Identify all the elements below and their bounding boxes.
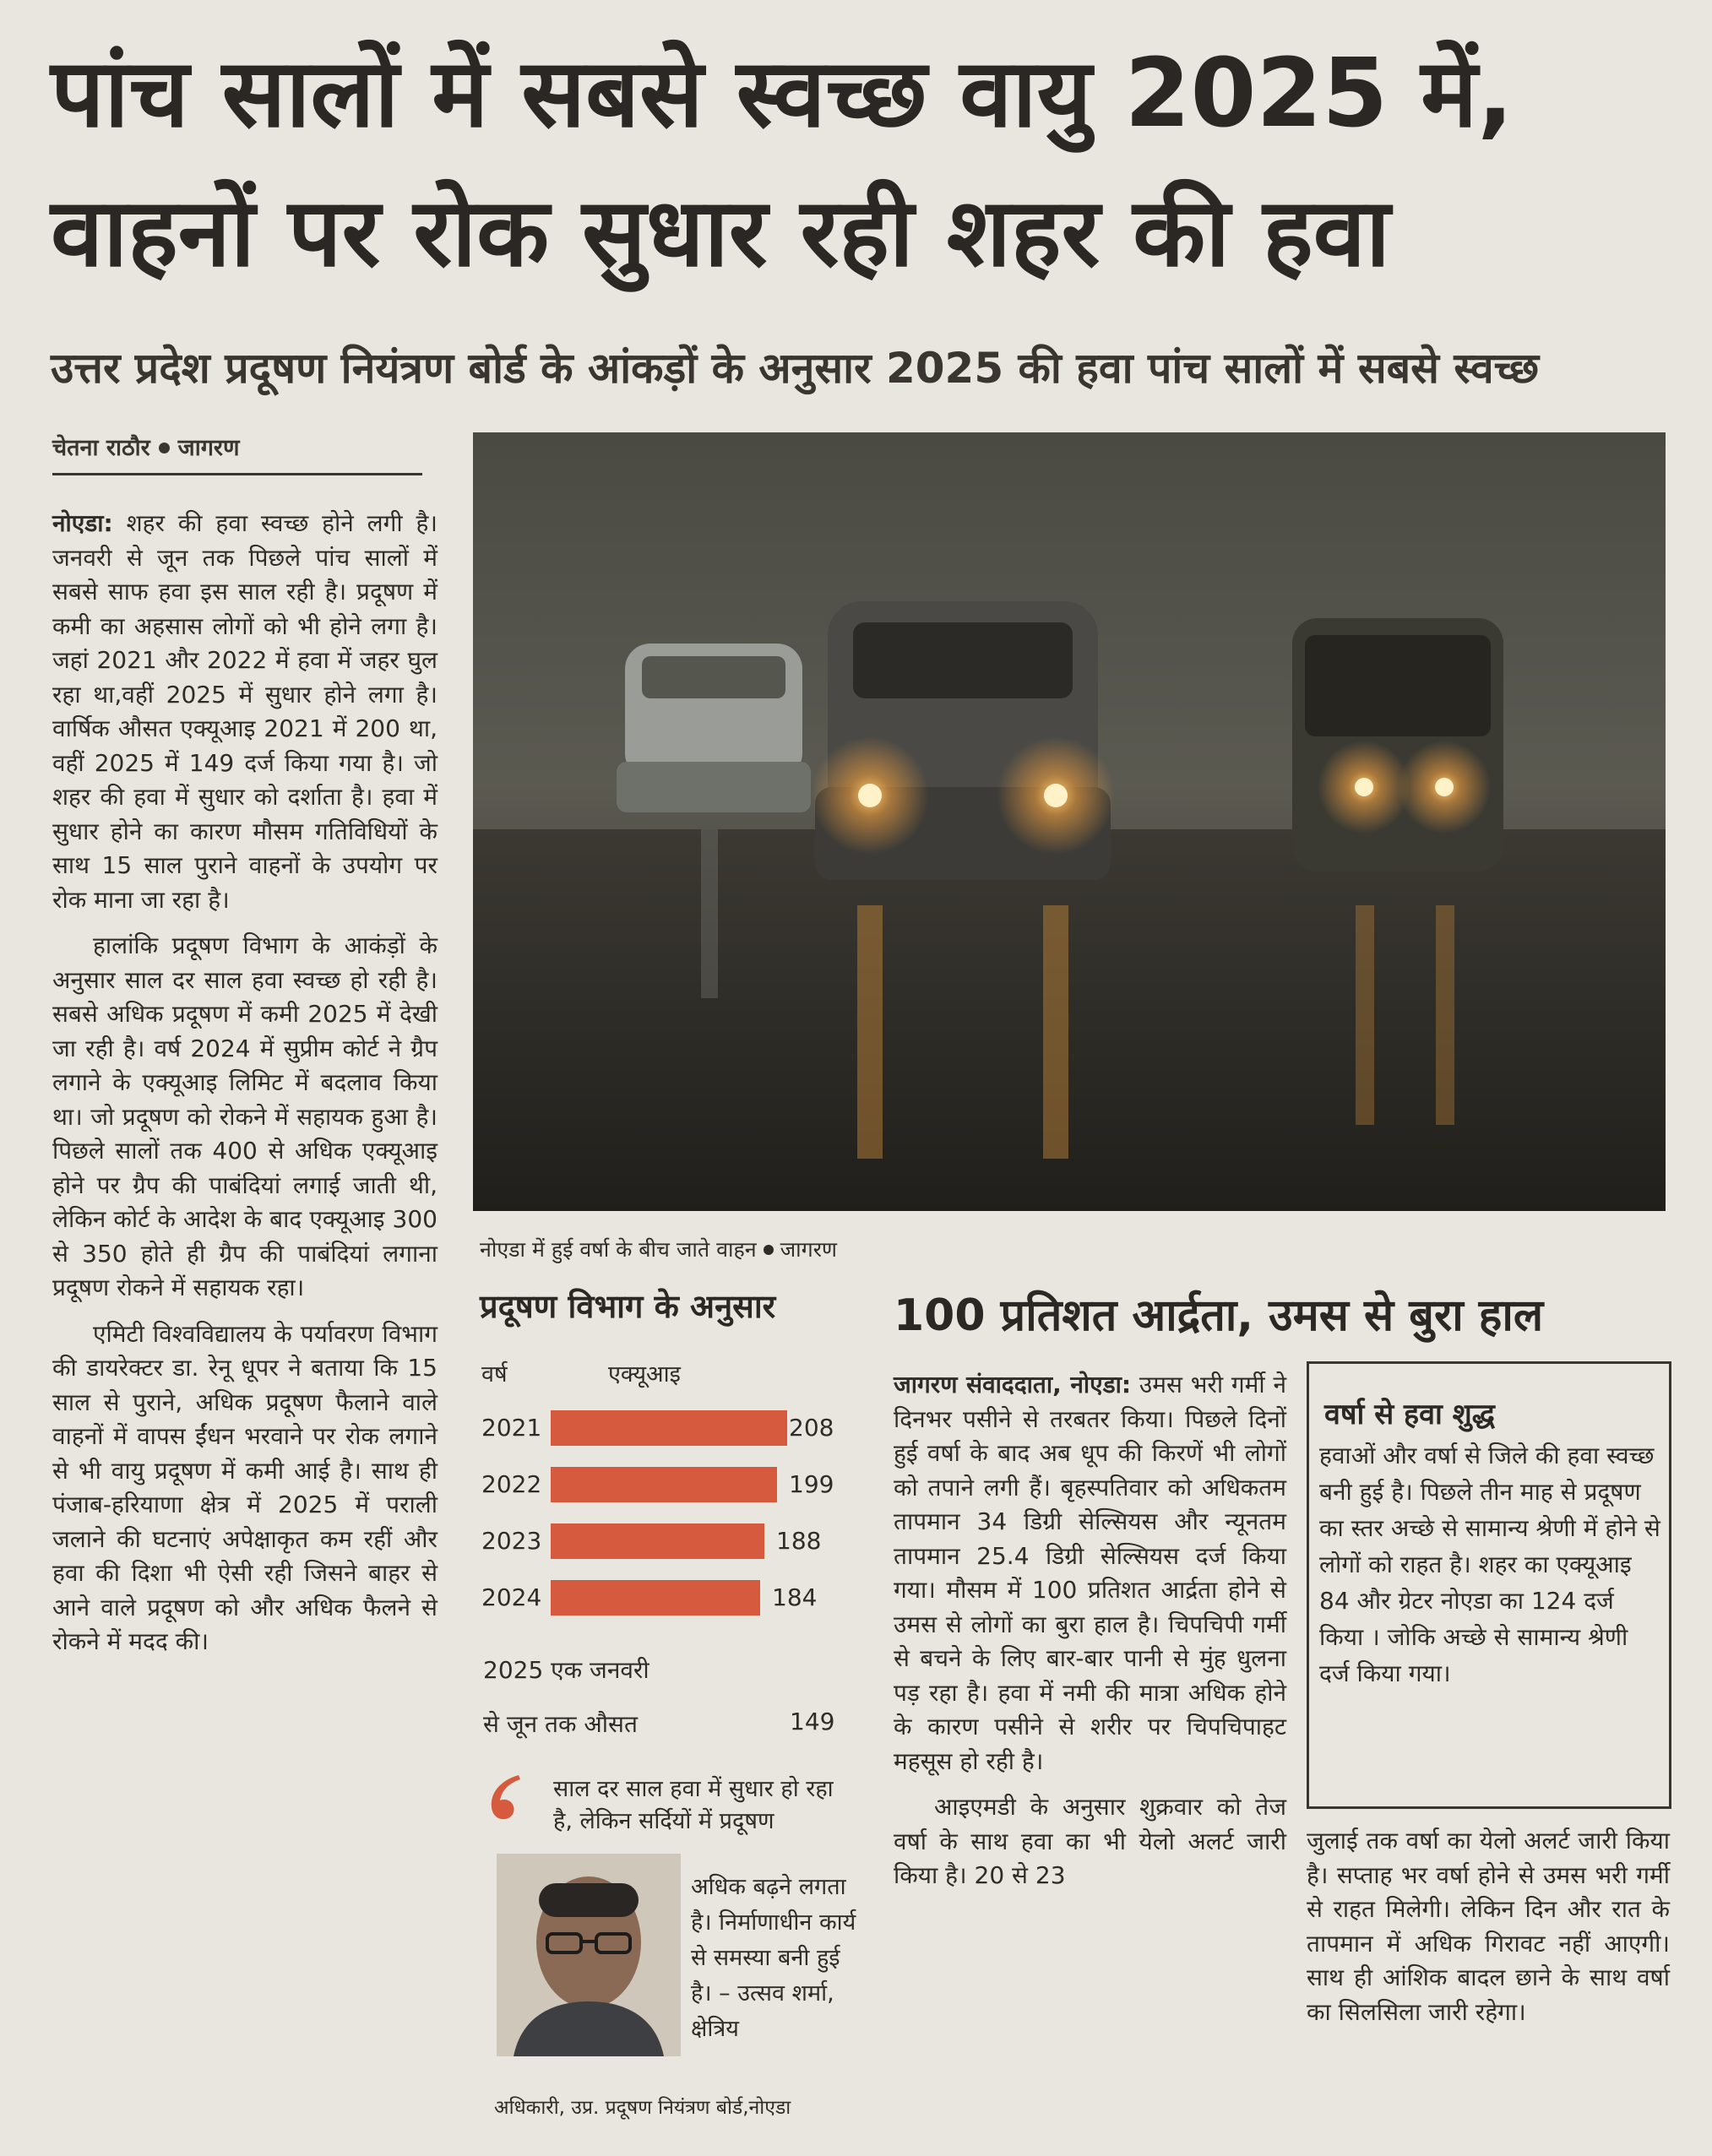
news-photo — [473, 432, 1666, 1211]
photo-caption — [480, 1235, 837, 1263]
article-text-1: शहर की हवा स्वच्छ होने लगी है। जनवरी से जून तक पिछले पांच सालों में सबसे साफ हवा इस साल रही है। प्रदूषण में कमी का अहसास लोगों को भी होने लगा है। जहां 2021 और 2022 में हवा में जहर घुल रहा था,वहीं 2025 में सुधार होने लगा है। वार्षिक औसत एक्यूआइ 2021 में 200 था, वहीं 2025 में 149 दर्ज किया गया है। जो शहर की हवा में सुधार को दर्शाता है। हवा में सुधार होने का कारण मौसम गतिविधियों के साथ 15 साल पुराने वाहनों के उपयोग पर रोक माना जा रहा है। — [52, 509, 438, 914]
byline-source: जागरण — [177, 435, 240, 461]
quote-text-top: साल दर साल हवा में सुधार हो रहा है, लेकिन सर्दियों में प्रदूषण — [553, 1776, 834, 1834]
article-column — [52, 507, 438, 1671]
chart-value-label: 184 — [772, 1583, 818, 1611]
chart-header-aqi: एक्यूआइ — [608, 1361, 681, 1388]
chart-bar — [551, 1523, 764, 1559]
chart-2025-label-2: से जून तक औसत — [483, 1710, 638, 1738]
article2-column — [894, 1368, 1286, 1905]
article-paragraph-2: हालांकि प्रदूषण विभाग के आकंड़ों के अनुसार साल दर साल हवा स्वच्छ हो रही है। सबसे अधिक प्रदूषण में कमी 2025 में देखी जा रही है। वर्ष 2024 में सुप्रीम कोर्ट ने ग्रैप लगाने के एक्यूआइ लिमिट में बदलाव किया था। जो प्रदूषण को रोकने में सहायक हुआ है। पिछले सालों तक 400 से अधिक एक्यूआइ होने पर ग्रैप की पाबंदियां लगाई जाती थी, लेकिन कोर्ट के आदेश के बाद एक्यूआइ 300 से 350 होते ही ग्रैप की पाबंदियां लगाना प्रदूषण रोकने में सहायक रहा। — [52, 931, 438, 1301]
article2-dateline: जागरण संवाददाता, नोएडा: — [894, 1371, 1132, 1398]
headline-line-1: पांच सालों में सबसे स्वच्छ वायु 2025 में, — [51, 39, 1514, 149]
subheadline: उत्तर प्रदेश प्रदूषण नियंत्रण बोर्ड के आंकड़ों के अनुसार 2025 की हवा पांच सालों में सबसे स्वच्छ — [51, 344, 1540, 393]
sidebox-title: वर्षा से हवा शुद्ध — [1324, 1398, 1495, 1431]
chart-year-label: 2021 — [481, 1414, 542, 1442]
article2-paragraph-1 — [894, 1368, 1286, 1779]
chart-bar — [551, 1410, 787, 1446]
article2-paragraph-3: जुलाई तक वर्षा का येलो अलर्ट जारी किया है। सप्ताह भर वर्षा होने से उमस भरी गर्मी से राहत मिलेगी। लेकिन दिन और रात के तापमान में अधिक गिरावट नहीं आएगी। साथ ही आंशिक बादल छाने के साथ वर्षा का सिलसिला जारी रहेगा। — [1307, 1827, 1670, 2026]
quote-icon — [485, 1772, 525, 1822]
chart-value-label: 188 — [776, 1527, 822, 1555]
bullet-icon — [764, 1245, 774, 1255]
photo-credit: जागरण — [780, 1237, 838, 1262]
article-paragraph-1 — [52, 507, 438, 917]
chart-2025-value: 149 — [790, 1708, 835, 1735]
byline — [52, 431, 239, 462]
quote-text-side: अधिक बढ़ने लगता है। निर्माणाधीन कार्य से समस्या बनी हुई है। – उत्सव शर्मा, क्षेत्रिय — [691, 1874, 856, 2042]
portrait-photo — [497, 1854, 681, 2056]
chart-2025-label-1: 2025 एक जनवरी — [483, 1656, 649, 1684]
chart-bar — [551, 1580, 760, 1616]
article2-paragraph-2: आइएमडी के अनुसार शुक्रवार को तेज वर्षा के साथ हवा का भी येलो अलर्ट जारी किया है। 20 से 23 — [894, 1793, 1286, 1889]
article2-title: 100 प्रतिशत आर्द्रता, उमस से बुरा हाल — [894, 1290, 1544, 1341]
article-paragraph-3: एमिटी विश्वविद्यालय के पर्यावरण विभाग की डायरेक्टर डा. रेनू धूपर ने बताया कि 15 साल से पुराने, अधिक प्रदूषण फैलाने वाले वाहनों में वापस ईंधन भरवाने पर रोक लगाने से भी वायु प्रदूषण में कमी आई है। साथ ही पंजाब-हरियाणा क्षेत्र में 2025 में पराली जलाने की घटनाएं अपेक्षाकृत कम रहीं और हवा की दिशा भी ऐसी रही जिसने बाहर से आने वाले प्रदूषण को और अधिक फैलने से रोकने में मदद की। — [52, 1319, 438, 1655]
bullet-icon — [159, 443, 170, 453]
chart-bar — [551, 1467, 777, 1502]
chart-title: प्रदूषण विभाग के अनुसार — [480, 1288, 776, 1325]
chart-value-label: 208 — [789, 1414, 834, 1442]
chart-value-label: 199 — [789, 1470, 834, 1498]
byline-rule — [52, 473, 422, 475]
article2-column-2 — [1307, 1824, 1670, 2041]
headline-line-2: वाहनों पर रोक सुधार रही शहर की हवा — [51, 178, 1391, 288]
chart-header-year: वर्ष — [481, 1361, 508, 1388]
photo-caption-text: नोएडा में हुई वर्षा के बीच जाते वाहन — [480, 1237, 757, 1262]
chart-year-label: 2023 — [481, 1527, 542, 1555]
chart-year-label: 2024 — [481, 1583, 542, 1611]
quote-credit: अधिकारी, उप्र. प्रदूषण नियंत्रण बोर्ड,नोएडा — [494, 2097, 791, 2119]
byline-author: चेतना राठौर — [52, 435, 150, 461]
sidebox-text: हवाओं और वर्षा से जिले की हवा स्वच्छ बनी हुई है। पिछले तीन माह से प्रदूषण का स्तर अच्छे से सामान्य श्रेणी में होने से लोगों को राहत है। शहर का एक्यूआइ 84 और ग्रेटर नोएडा का 124 दर्ज किया । जोकि अच्छे से सामान्य श्रेणी दर्ज किया गया। — [1319, 1442, 1660, 1687]
chart-year-label: 2022 — [481, 1470, 542, 1498]
article-dateline: नोएडा: — [52, 509, 113, 537]
article2-text-1: उमस भरी गर्मी ने दिनभर पसीने से तरबतर किया। पिछले दिनों हुई वर्षा के बाद अब धूप की किरणें भी लोगों को तपाने लगी हैं। बृहस्पतिवार को अधिकतम तापमान 34 डिग्री सेल्सियस और न्यूनतम तापमान 25.4 डिग्री सेल्सियस दर्ज किया गया। मौसम में 100 प्रतिशत आर्द्रता होने से उमस से लोगों का बुरा हाल है। चिपचिपी गर्मी से बचने के लिए बार-बार पानी से मुंह धुलना पड़ रहा है। हवा में नमी की मात्रा अधिक होने के कारण पसीने से शरीर पर चिपचिपाहट महसूस हो रही है। — [894, 1371, 1286, 1775]
